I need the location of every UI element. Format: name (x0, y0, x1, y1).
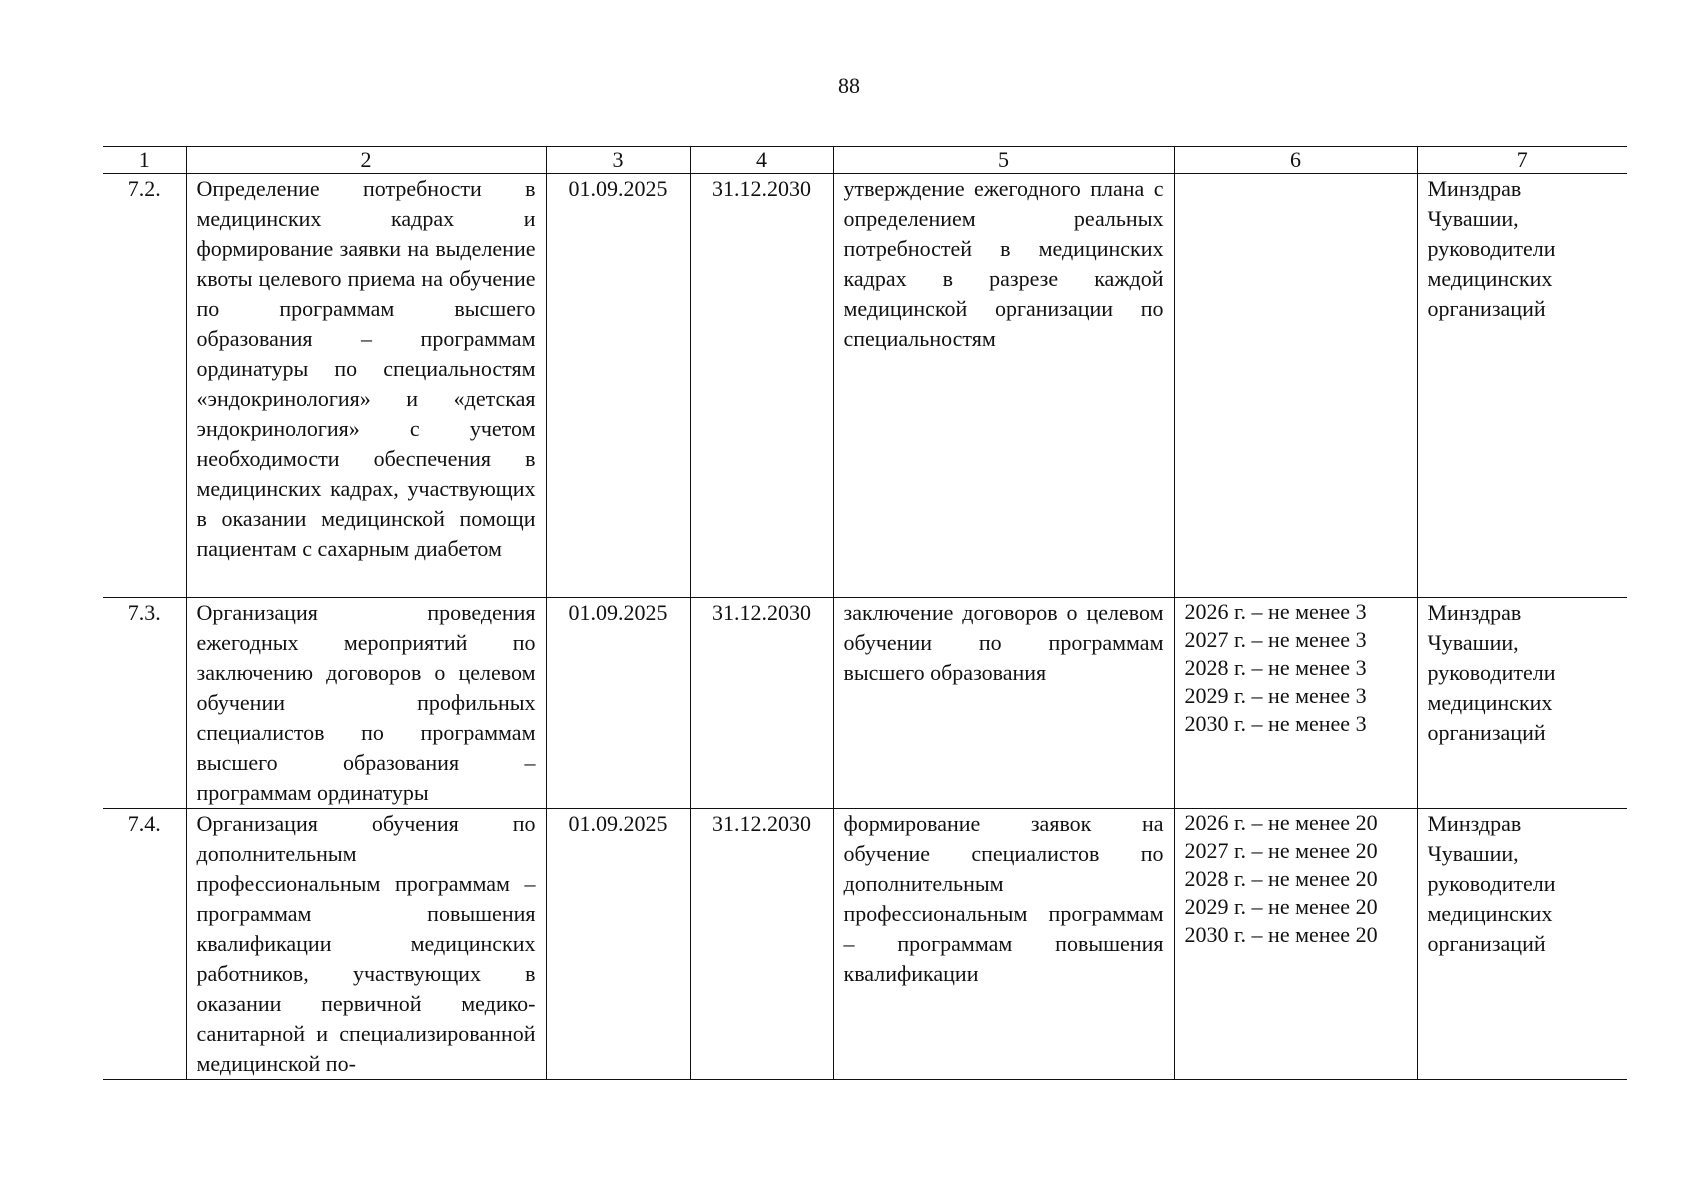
start-date: 01.09.2025 (546, 174, 690, 598)
column-header: 7 (1417, 147, 1627, 174)
indicator-line: 2027 г. – не менее 3 (1184, 627, 1367, 652)
indicators-cell (1174, 174, 1417, 598)
column-header: 5 (833, 147, 1174, 174)
indicator-line: 2027 г. – не менее 20 (1184, 838, 1378, 863)
table-row (103, 598, 1627, 809)
indicator-line: 2026 г. – не менее 20 (1184, 810, 1378, 835)
responsible-party: Минздрав Чувашии, руководители медицинских организаций (1417, 809, 1627, 1080)
column-header: 3 (546, 147, 690, 174)
start-date: 01.09.2025 (546, 809, 690, 1080)
indicator-line: 2030 г. – не менее 3 (1184, 711, 1367, 736)
indicator-line: 2029 г. – не менее 20 (1184, 894, 1378, 919)
indicator-line: 2029 г. – не менее 3 (1184, 683, 1367, 708)
table-row (103, 174, 1627, 598)
column-header: 2 (186, 147, 546, 174)
expected-result: формирование заявок на обучение специалистов по дополнительным профессиональным программам – программам повышения квалификации (833, 809, 1174, 1080)
column-header: 1 (103, 147, 186, 174)
page-number: 88 (838, 73, 860, 98)
indicators-cell (1174, 598, 1417, 809)
responsible-party: Минздрав Чувашии, руководители медицинских организаций (1417, 174, 1627, 598)
end-date: 31.12.2030 (690, 174, 833, 598)
table-row (103, 809, 1627, 1080)
end-date: 31.12.2030 (690, 809, 833, 1080)
indicators-cell (1174, 809, 1417, 1080)
indicator-line: 2028 г. – не менее 3 (1184, 655, 1367, 680)
start-date: 01.09.2025 (546, 598, 690, 809)
indicator-line: 2030 г. – не менее 20 (1184, 922, 1378, 947)
activity-description: Организация проведения ежегодных мероприятий по заключению договоров о целевом обучении профильных специалистов по программам высшего образования – программам ординатуры (186, 598, 546, 809)
column-number-row (103, 147, 1627, 174)
item-number: 7.3. (103, 598, 186, 809)
activity-description: Организация обучения по дополнительным профессиональным программам – программам повышения квалификации медицинских работников, участвующих в оказании первичной медико-санитарной и специализированной медицинской по- (186, 809, 546, 1080)
indicator-line: 2028 г. – не менее 20 (1184, 866, 1378, 891)
responsible-party: Минздрав Чувашии, руководители медицинских организаций (1417, 598, 1627, 809)
end-date: 31.12.2030 (690, 598, 833, 809)
expected-result: заключение договоров о целевом обучении по программам высшего образования (833, 598, 1174, 809)
column-header: 6 (1174, 147, 1417, 174)
item-number: 7.4. (103, 809, 186, 1080)
indicator-line: 2026 г. – не менее 3 (1184, 599, 1367, 624)
column-header: 4 (690, 147, 833, 174)
item-number: 7.2. (103, 174, 186, 598)
action-plan-table (103, 146, 1627, 1080)
expected-result: утверждение ежегодного плана с определением реальных потребностей в медицинских кадрах в разрезе каждой медицинской организации по специальностям (833, 174, 1174, 598)
activity-description: Определение потребности в медицинских кадрах и формирование заявки на выделение квоты целевого приема на обучение по программам высшего образования – программам ординатуры по специальностям «эндокринология» и «детская эндокринология» с учетом необходимости обеспечения в медицинских кадрах, участвующих в оказании медицинской помощи пациентам с сахарным диабетом (186, 174, 546, 598)
